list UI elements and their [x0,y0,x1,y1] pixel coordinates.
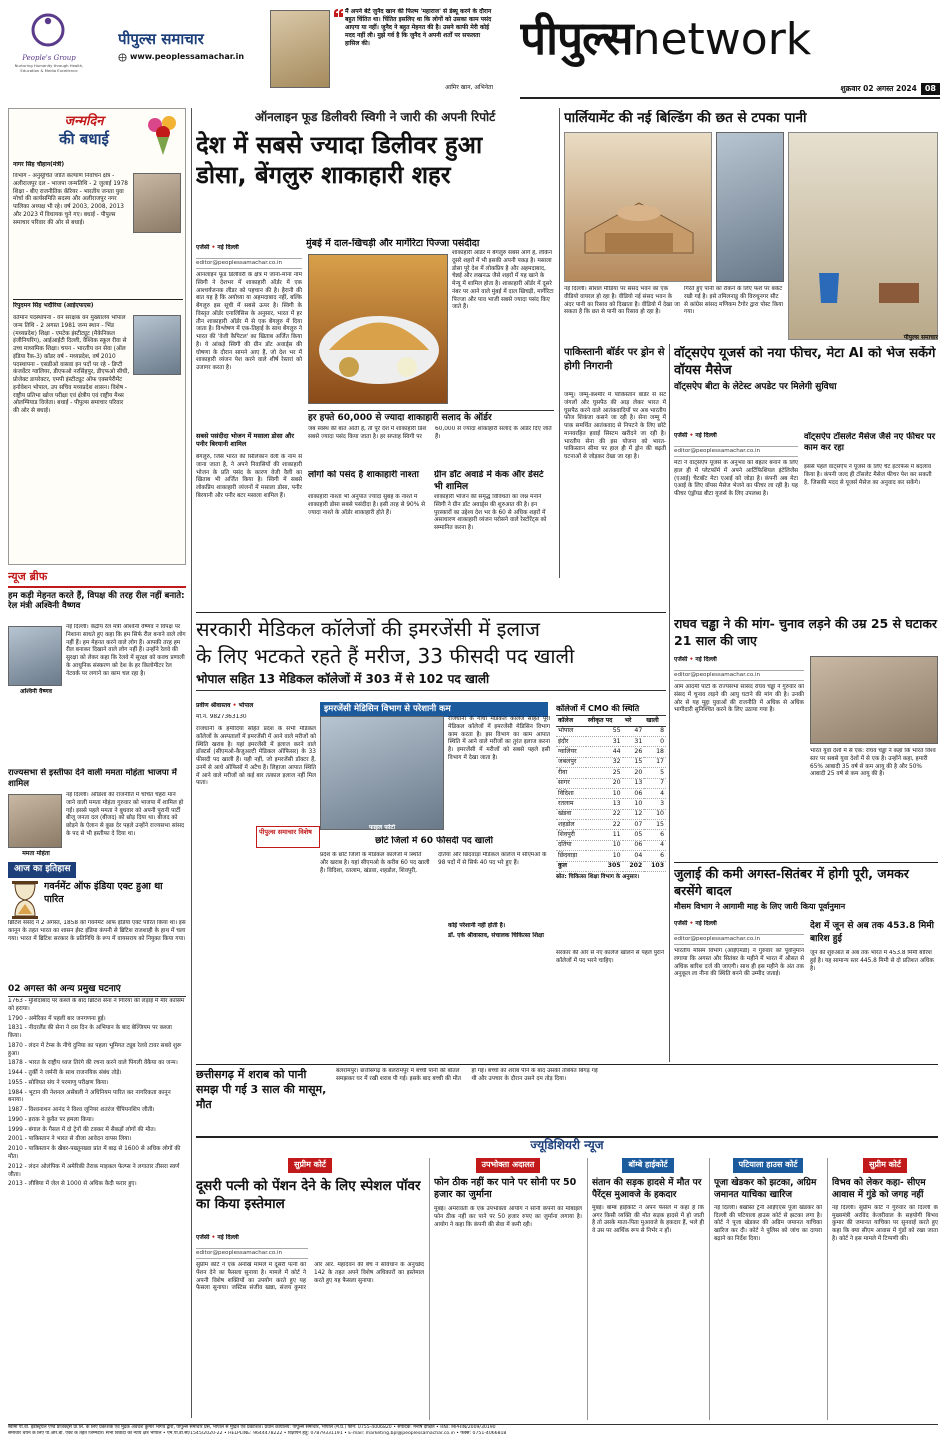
news-brief-label: न्यूज ब्रीफ [8,570,186,588]
emergency-inner-headline: इमरजेंसी मेडिसिन विभाग से परेशानी कम [320,702,548,717]
history-text: ब्रिटिश संसद ने 2 अगस्त, 1858 को गवर्नमेंट ऑफ इंडिया एक्ट पारित किया था। इस कानून के तहत भारत का शासन ईस्ट इंडिया कंपनी से ब्रिटिश राजशाही के हाथ में चला गया। भारत में ब्रिटिश सरकार के प्रतिनिधि के रूप में वायसराय को नियुक्त किया गया। [8,920,186,942]
cmo-table-cell: रतलाम [556,799,586,809]
nashta-headline: लोगों को पसंद है शाकाहारी नाश्ता [308,470,419,480]
sc-label: सुप्रीम कोर्ट [288,1158,332,1173]
paper-name: पीपुल्स समाचार [118,30,204,48]
consumer-text: मुंबई। अमरावती के एक उपभोक्ता आयोग ने सोनी कंपनी को मोबाइल फोन ठीक नहीं कर पाने पर 50 हजार रुपए का जुर्माना लगाया है। आयोग ने कहा कि कंपनी की सेवा में कमी रही। [434,1206,582,1228]
bucket-icon [789,133,938,340]
news-brief [8,570,186,768]
liquor-text: बलरामपुर। छत्तीसगढ़ के बलरामपुर में बच्ची पानी की बोतल समझकर घर में रखी शराब पी गई। इसके बाद बच्ची की मौत हो गई। बच्चों को शराब पीने के बाद उसकी तबियत बिगड़ गई थी और उपचार के दौरान उसने दम तोड़ दिया। [336,1068,598,1082]
dosa-place: नई दिल्ली [217,244,239,251]
bombay-hc-story [592,1158,704,1420]
sc-pension-story [196,1158,424,1420]
birthday-person2-name: रिपुदमन सिंह भदौरिया (आईएफएस) [13,302,94,309]
raghav-place: नई दिल्ली [695,656,717,663]
raghav-email[interactable]: editor@peoplessamachar.co.in [674,670,804,681]
patiala-headline: पूजा खेडकर को झटका, अग्रिम जमानत याचिका खारिज [714,1177,817,1200]
rain-box: जून की शुरुआत से अब तक भारत में 453.8 मिमी बारिश हुई है। यह सामान्य स्तर 445.8 मिमी से दो प्रतिशत अधिक है। [810,950,934,972]
whatsapp-box-headline: वॉट्सऐप टॉसलेट मैसेज जैसे नए फीचर पर काम कर रहा [804,432,936,454]
cmo-col-vacant: खाली [644,716,666,727]
cmo-table-cell: 05 [623,830,645,840]
cmo-col-college: कॉलेज [556,716,586,727]
rain-byline: एजेंसी • नई दिल्ली [674,920,717,927]
dosa-photo [308,254,448,404]
birthday-person1-text: विभाग - अनुसूचित जाति कल्याण निर्वाचन क्षेत्र - अलीराजपुर दल - भाजपा जन्मतिथि - 2 जुलाई 1978 शिक्षा - बीए राजनीतिक कॅरियर - भारतीय जनता युवा मोर्चा की कार्यसमिति सदस्य और अलीराजपुर नगर पालिका अध्यक्ष भी रहे। वर्ष 2003, 2008, 2013 और 2023 में विधायक चुने गए। बधाई - पीपुल्स समाचार परिवार की ओर से बधाई। [13,173,128,226]
event-item: 2010 - पाकिस्तान के खैबर-पख्तूनख्वा प्रांत में बाढ़ से 1600 से अधिक लोगों की मौत। [8,1146,181,1161]
rain-email[interactable]: editor@peoplessamachar.co.in [674,934,804,945]
network-hi: पीपुल्स [520,11,633,65]
cmo-table-cell: दतिया [556,840,586,850]
history-box [8,862,186,1332]
whatsapp-box: इससे पहले वॉट्सऐप ने यूजर्स के लिए चैट इंटरफेस में बदलाव किया है। कंपनी जल्द ही टॉसलेट मैसेज फीचर पेश कर सकती है, जिसकी मदद से यूजर्स मैसेज का अनुवाद कर सकेंगे। [804,464,932,486]
cmo-table-cell: 31 [586,737,623,747]
cmo-table-cell: 10 [586,788,623,798]
brief1-text: नई दिल्ली। केंद्रीय रेल मंत्री अश्विनी वैष्णव ने विपक्ष पर निशाना साधते हुए कहा कि हम सिर्फ रील बनाने वाले लोग नहीं हैं। हम मेहनत करने वाले लोग हैं। आपकी तरह हम रील बनाकर दिखाने वाले लोग नहीं हैं। उन्होंने रेलवे की सुरक्षा को लेकर कहा कि रेलवे में सुरक्षा को कवच प्रणाली के आधुनिक संस्करण को देश के हर किलोमीटर रेल नेटवर्क पर लगाने का काम चल रहा है। [66,624,186,677]
dosa-email[interactable]: editor@peoplessamachar.co.in [196,258,302,269]
cmo-table-cell: ग्वालियर [556,747,586,757]
rain-story [674,866,938,1062]
cmo-table-cell: 13 [586,799,623,809]
emergency-ward-photo [320,716,444,830]
cmo-table-cell: खंडवा [556,809,586,819]
birthday-title [29,113,139,159]
birthday-person1-name: नागर सिंह चौहान(मंत्री) [13,161,65,168]
event-item: 1955 - सोवियत संघ ने परमाणु परीक्षण किया। [8,1079,109,1086]
judiciary-label: ज्यूडिशियरी न्यूज [530,1138,604,1152]
cmo-table-cell: 7 [644,778,666,788]
events-list [8,998,186,1330]
brief2-text: नई दिल्ली। ओडिशा की राजनीति में चर्चित चेहरा माने जाने वाली ममता मोहंता गुरुवार को भाजपा में शामिल हो गईं। इससे पहले ममता ने बुधवार को अपनी पुरानी पार्टी बीजू जनता दल (बीजद) को छोड़ दिया था। बीजद को छोड़ने के ऐलान से कुछ देर पहले उन्होंने राज्यसभा सांसद के पद से भी इस्तीफा दे दिया था। [66,792,185,837]
patiala-story [714,1158,822,1420]
footer-line-1: स्वामी पी.वी. इंडस्ट्रियल एण्ड प्रोजेक्ट्स प्रा.लि. के लिए प्रकाशक एवं मुद्रक अवधेश कुमार भार्गव द्वारा, पीपुल्स समाचार प्रेस, भोपाल से मुद्रित एवं प्रकाशित। प्रधान कार्यालय: पीपुल्स समाचार, भोपाल (म.प्र.) फोन: 0755-4006820 • संपादक: मनीष दीक्षित • RNI: MPHIN/2009/30190 [8,1425,496,1430]
mamata-mohanta-photo [8,794,62,848]
raghav-headline: राघव चड्ढा ने की मांग- चुनाव लड़ने की उम्र 25 से घटाकर 21 साल की जाए [674,616,938,648]
rain-text: भारतीय मौसम विभाग (आईएमडी) ने गुरुवार को पूर्वानुमान लगाया कि अगस्त और सितंबर के महीने में भारत में औसत से अधिक बारिश दर्ज की जाएगी। साथ ही इस महीने के अंत तक अनुकूल ला नीना की स्थिति बनने की उम्मीद जताई। [674,948,804,978]
cmo-table-row [556,840,666,850]
parliament-building-icon [565,133,712,282]
rain-headline: जुलाई की कमी अगस्त-सितंबर में होगी पूरी, जमकर बरसेंगे बादल [674,866,909,898]
quote-box [333,8,493,94]
medical-story [196,616,666,1062]
quote-text: मैं अपने बेटे जुनैद खान की फिल्म 'महाराज' से डेब्यू करने के दौरान बहुत चिंतित था। चिंतित इसलिए था कि लोगों को उसका काम पसंद आएगा या नहीं। जुनैद ने बहुत मेहनत की है। उसने काफी मेरी कोई मदद नहीं ली। मुझे गर्व है कि जुनैद ने अपनी शर्तों पर सफलता हासिल की। [345,8,492,47]
cmo-table-cell: 31 [623,737,645,747]
sc-vibhav-story [832,1158,938,1420]
cmo-table-cell: शहडोल [556,820,586,830]
cmo-table-cell: 22 [586,820,623,830]
brief2-caption: ममता मोहंता [22,850,50,857]
ripudaman-singh-photo [133,315,181,375]
cmo-table-cell: छिंदवाड़ा [556,851,586,861]
dosa-col1b-head: सबसे पसंदीदा भोजन में मसाला डोसा और पनीर बिरयानी शामिल [196,432,294,449]
dosa-story [196,110,554,580]
bombay-text: मुंबई। बॉम्बे हाईकोर्ट ने अपने फैसले में कहा है कि अगर किसी व्यक्ति की मौत सड़क हादसे में हो जाती है तो उसके माता-पिता मुआवजे के हकदार हैं, भले ही वे उस पर आर्थिक रूप से निर्भर न हों। [592,1204,704,1235]
cmo-table-cell: शिवपुरी [556,830,586,840]
raghav-caption: भारत युवा देशों में से एक: राघव चड्ढा ने कहा कि भारत विश्व स्तर पर सबसे युवा देशों में से एक है। उन्होंने कहा, हमारी 65% आबादी 35 वर्ष से कम आयु की है और 50% आबादी 25 वर्ष से कम आयु की है। [810,748,936,778]
website[interactable]: www.peoplessamachar.in [130,51,245,61]
parliament-caption-2: गिरते हुए पानी को रोकने के लिए फर्श पर बकेट रखी गई है। इसे तमिलनाडु की विरुधुनगर सीट से कांग्रेस सांसद मणिकम टैगोर द्वारा पोस्ट किया गया। [684,286,784,316]
group-name: People's Group [22,54,76,62]
dosa-box2: जब स्वस्थ की बात आती है, तो पूरे देश में शाकाहारी डिश सबसे ज्यादा पसंद किया जाता है। हर सप्ताह स्विगी पर 60,000 से ज्यादा शाकाहारी सलाद के ऑर्डर दिए जाते हैं। [308,426,552,440]
dosa-headline-2: डोसा, बेंगलुरु शाकाहारी शहर [196,160,451,189]
parliament-credit: पीपुल्स समाचार [903,334,938,341]
rain-subhead: मौसम विभाग ने आगामी माह के लिए जारी किया पूर्वानुमान [674,901,846,911]
cmo-table-cell: 06 [623,840,645,850]
group-tagline: Nurturing Humanity through Health, Education & Media Excellence [14,63,84,73]
cmo-table-cell: रीवा [556,768,586,778]
water-leak-photo-1 [716,132,784,282]
dosa-col1b: बेंगलुरु, जिसे भारत की सिलिकॉन वैली के नाम से जाना जाता है, ने अपने निवासियों की शाकाहारी भोजन के प्रति पसंद के कारण वेजी वैली का खिताब भी अर्जित किया है। स्विगी में सबसे लोकप्रिय शाकाहारी व्यंजनों में मसाला डोसा, पनीर बिरयानी और पनीर बटर मसाला शामिल हैं। [196,454,302,499]
event-item: 1999 - बंगाल के गैसल में दो ट्रेनों की टक्कर में सैकड़ों लोगों की मौत। [8,1126,156,1133]
cmo-table-cell: इंदौर [556,737,586,747]
consumer-story [434,1158,582,1420]
whatsapp-email[interactable]: editor@peoplessamachar.co.in [674,446,798,457]
cmo-col-filled: भरे [623,716,645,727]
special-tag [256,826,320,848]
whatsapp-byline: एजेंसी • नई दिल्ली [674,432,717,439]
cmo-table-cell: 15 [644,820,666,830]
quote-icon [333,8,343,18]
cmo-table-cell: 22 [586,809,623,819]
sc-byline: एजेंसी • नई दिल्ली [196,1234,239,1241]
sc2-text: नई दिल्ली। सुप्रीम कोर्ट ने गुरुवार को दिल्ली के मुख्यमंत्री अरविंद केजरीवाल के सहयोगी बिभव कुमार की जमानत याचिका पर सुनवाई करते हुए कहा कि क्या सीएम आवास में गुंडों को रखा जाता है। कोर्ट ने इस मामले में टिप्पणी की। [832,1204,938,1242]
cmo-table-row [556,861,666,871]
sc-headline: दूसरी पत्नी को पेंशन देने के लिए स्पेशल पॉवर का किया इस्तेमाल [196,1177,421,1212]
dosa-box-headline: हर हफ्ते 60,000 से ज्यादा शाकाहारी सलाद के ऑर्डर [308,410,554,425]
cmo-col-sanctioned: स्वीकृत पद [586,716,623,727]
whatsapp-story [674,346,938,612]
paper-name-block [118,30,268,80]
cmo-table-cell: भोपाल [556,726,586,736]
bombay-headline: संतान की सड़क हादसे में मौत पर पैरेंट्स मुआवजे के हकदार [592,1177,702,1200]
nashta-text: शाकाहारी नाश्ता भी अनुपात ज्यादा सुबह के नाश्ते में शाकाहारी डोसा सबसे पसंदीदा है। इसी तरह से 90% से ज्यादा नाश्ते के ऑर्डर शाकाहारी होते हैं। [308,494,425,516]
judiciary-band [196,1136,938,1154]
cmo-table-cell: 20 [586,778,623,788]
medical-headline-1: सरकारी मेडिकल कॉलेजों की इमरजेंसी में इलाज [196,617,541,641]
cmo-table-cell: 4 [644,788,666,798]
water-leak-photo-2 [788,132,938,340]
aamir-khan-photo [270,10,330,88]
medical-place: भोपाल [238,702,254,709]
cmo-table-cell: 202 [623,861,645,871]
events-headline: 02 अगस्त की अन्य प्रमुख घटनाएं [8,984,186,997]
cmo-table-cell: 17 [644,757,666,767]
news-brief-2 [8,768,186,858]
hourglass-icon [10,880,40,920]
dosa-box1: शाकाहारी ऑर्डर में बेंगलुरु सबसे आगे है, लेकिन दूसरे शहरों में भी इसकी अपनी पकड़ है। मसाला डोसा पूरे देश में लोकप्रिय है और अहमदाबाद, चेन्नई और लखनऊ जैसे शहरों में यह खाने के मेन्यू में शामिल होता है। शाकाहारी ऑर्डर में दूसरे नंबर पर आने वाले मुंबई में दाल खिचड़ी, मार्गेरिटा पिज्जा और पाव भाजी सबसे ज्यादा पसंद किए जाते हैं। [452,250,554,311]
cmo-table-cell: 6 [644,851,666,861]
cmo-table-row [556,788,666,798]
cmo-table-row [556,747,666,757]
dosa-subhead: मुंबई में दाल-खिचड़ी और मार्गेरिटा पिज्जा पसंदीदा [306,238,480,249]
green-dot-headline: ग्रीन डॉट अवार्ड में केक और डेसर्ट भी शामिल [434,470,544,492]
cmo-table-cell: 20 [623,768,645,778]
medical-col1: राजधानी के हमीदिया सहित प्रदेश के सभी मेडिकल कॉलेजों के अस्पतालों में इमरजेंसी में आने वाले मरीजों को स्थिति खराब है। यहां इमरजेंसी में इलाज करने वाले डॉक्टर्स (सीएमओ-कैजुअल्टी मेडिकल ऑफिसर) के 33 फीसदी पद खाली हैं। यही नहीं, जो इमरजेंसी डॉक्टर हैं, उनमें से आधे ऑफिसों में अटैच हैं। लिहाजा आपात स्थिति में आने वाले मरीजों को कई बार तत्काल इलाज नहीं मिल पाता। [196,726,316,787]
pak-border-headline: पाकिस्तानी बॉर्डर पर ड्रोन से होगी निगरानी [564,347,665,372]
history-headline: गवर्नमेंट ऑफ इंडिया एक्ट हुआ था पारित [44,881,163,906]
patiala-text: नई दिल्ली। बर्खास्त ट्रेनी आईएएस पूजा खेडकर को दिल्ली की पटियाला हाउस कोर्ट से झटका लगा है। कोर्ट ने पूजा खेडकर की अग्रिम जमानत याचिका खारिज कर दी। कोर्ट ने पुलिस को जांच का दायरा बढ़ाने का निर्देश दिया। [714,1204,822,1242]
raghav-story [674,616,938,860]
liquor-headline: छत्तीसगढ़ में शराब को पानी समझ पी गई 3 साल की मासूम, मौत [196,1068,327,1111]
cmo-table-cell: 0 [644,737,666,747]
cmo-table-source: स्रोत: चिकित्सा शिक्षा विभाग के अनुसार। [556,873,640,880]
parliament-caption-1: नई दिल्ली। सोशल मीडिया पर संसद भवन का एक वीडियो वायरल हो रहा है। वीडियो नई संसद भवन के अंदर पानी का रिसाव को दिखाता है। वीडियो में देखा जा सकता है कि छत से पानी का रिसाव हो रहा है। [564,286,680,316]
cmo-table-cell: 3 [644,799,666,809]
patiala-label: पटियाला हाउस कोर्ट [733,1158,804,1173]
small-district-text: प्रदेश के छोटे जिलों के मेडिकल कॉलेजों में स्थिति और खराब है। यहां सीएमओ के करीब 60 पद खाली हैं। विदिशा, रतलाम, खंडवा, शहडोल, शिवपुरी, दतिया और छिंदवाड़ा मेडिकल कॉलेज में सीएमओ के 98 पदों में से सिर्फ 40 पद भरे हुए हैं। [320,852,547,874]
rain-place: नई दिल्ली [695,920,717,927]
cmo-table [556,716,666,872]
cmo-table-cell: 5 [644,768,666,778]
brief1-headline: हम कड़ी मेहनत करते हैं, विपक्ष की तरह रील नहीं बनाते: रेल मंत्री अश्विनी वैष्णव [8,590,185,612]
cmo-table-cell: 04 [623,851,645,861]
whatsapp-headline: वॉट्सऐप यूजर्स को नया फीचर, मेटा AI को भेज सकेंगे वॉयस मैसेज [674,346,936,378]
cmo-table-row [556,778,666,788]
cmo-table-cell: 12 [623,809,645,819]
cmo-table-cell: विदिशा [556,788,586,798]
cmo-table-title: कॉलेजों में CMO की स्थिति [556,704,666,716]
dosa-plate-icon [309,255,448,404]
history-label: आज का इतिहास [8,862,76,878]
cmo-table-cell: 10 [644,809,666,819]
cmo-table-cell: 44 [586,747,623,757]
dosa-col1: ऑनलाइन फूड डिलीवरी के क्षेत्र में जाना-माना नाम स्विगी ने देशभर में शाकाहारी ऑर्डर में एक आश्चर्यजनक लीडर को पहचान की है। हैरानी की बात यह है कि अयोध्या या अहमदाबाद नहीं, बल्कि बेंगलुरु इस सूची में सबसे ऊपर है। स्विगी के विस्तृत ऑर्डर एनालिसिस के अनुसार, भारत में हर तीन शाकाहारी ऑर्डर में से एक बेंगलुरु में दिया जाता है। विश्लेषण में एक-तिहाई के साथ बेंगलुरु ने भारत की 'वेजी कैपिटल' का खिताब अर्जित किया है। ये आंकड़े स्विगी की ग्रीन डॉट अवार्ड्स की घोषणा के दौरान सामने आए हैं, जो देश भर में शाकाहारी व्यंजन पेश करने वाले शीर्ष रेस्तरां को उजागर करता है। [196,272,302,372]
birthday-title-line1: जन्मदिन [64,114,104,129]
medical-reporter: प्रवीण श्रीवास्तव [196,702,231,709]
network-en: network [632,14,812,65]
cmo-table-row [556,799,666,809]
cmo-table-cell: 4 [644,840,666,850]
special-tag-text: पीपुल्स समाचार विशेष [259,828,312,836]
cmo-table-cell: 8 [644,726,666,736]
cmo-table-cell: जबलपुर [556,757,586,767]
green-dot-text: शाकाहारी भोजन की समृद्ध विविधता का जश्न मनाने स्विगी ने ग्रीन डॉट अवार्ड्स की शुरुआत की है। इन पुरस्कारों का उद्देश्य देश भर के 60 से अधिक शहरों में असाधारण शाकाहारी व्यंजन परोसने वाले रेस्टोरेंट्स को सम्मानित करना है। [434,494,547,532]
cmo-table-cell: 10 [623,799,645,809]
cmo-table-cell: 55 [586,726,623,736]
cmo-table-row [556,768,666,778]
dosa-byline: एजेंसी • नई दिल्ली [196,244,239,251]
birthday-title-line2: की बधाई [59,130,109,149]
event-item: 1944 - तुर्की ने जर्मनी के साथ राजनयिक संबंध तोड़े। [8,1070,122,1077]
medical-byline: प्रवीण श्रीवास्तव • भोपाल [196,702,254,709]
ashwini-vaishnaw-photo [8,626,62,686]
whatsapp-subhead: वॉट्सऐप बीटा के लेटेस्ट अपडेट पर मिलेगी सुविधा [674,381,837,392]
cmo-table-cell: 10 [586,840,623,850]
quote-author: आमिर खान, अभिनेता [445,84,493,91]
dosa-headline-1: देश में सबसे ज्यादा डिलीवर हुआ [196,130,483,159]
whatsapp-place: नई दिल्ली [695,432,717,439]
file-photo-caption: फाइल फोटो [368,824,396,831]
liquor-story [196,1068,938,1136]
sc-email[interactable]: editor@peoplessamachar.co.in [196,1248,308,1259]
cmo-table-cell: 103 [644,861,666,871]
footer-line-2: समाचार चयन के लिए पी.आर.बी. एक्ट के तहत जिम्मेदार। सभी विवादों का न्याय क्षेत्र भोपाल • एम.पी.डी.सी/1545/2020-22 • HELPLINE: 9644478222 • विज्ञापन हेतु: 07879331191 • E-mail: marketing.bpl@peoplessamachar.co.in • फैक्स: 0751-4066818 [8,1431,507,1437]
cmo-table-cell: सागर [556,778,586,788]
cmo-table-cell: 26 [623,747,645,757]
cmo-table-cell: 305 [586,861,623,871]
cmo-table-cell: 15 [623,757,645,767]
cmo-table-row [556,809,666,819]
globe-icon [118,53,127,62]
cmo-table-cell: कुल [556,861,586,871]
event-item: 1987 - विश्वनाथन आनंद ने विश्व जूनियर शतरंज चैंपियनशिप जीती। [8,1107,155,1114]
event-item: 1763 - मुर्शिदाबाद पर कब्जे के बाद ब्रिटिश सेना ने गिरिया की लड़ाई में मीर कासिम को हराया। [8,998,185,1012]
cmo-table-box [556,704,666,948]
issue-date: शुक्रवार 02 अगस्त 2024 [840,84,917,94]
pak-border-story [564,346,666,610]
cmo-table-cell: 06 [623,788,645,798]
medical-subhead: भोपाल सहित 13 मेडिकल कॉलेजों में 303 में से 102 पद खाली [196,672,666,691]
cmo-table-cell: 13 [623,778,645,788]
peoples-group-logo [14,10,84,94]
medical-quote: सरकार की ओर से नए कॉलेज खोलने से पहले पुराने कॉलेजों में पद भरने चाहिए। [556,950,664,964]
sc-agency: एजेंसी [196,1234,210,1241]
medical-col2: राजधानी के गांधी मेडिकल कॉलेज सहित पूरा मेडिकल कॉलेजों में इमरजेंसी मेडिसिन विभाग काम करता है। इस विभाग का काम आपात स्थिति में आने वाले मरीजों का तुरंत इलाज करना है। इमरजेंसी में मरीजों को सबसे पहले इसी विभाग में देखा जाता है। [448,716,550,761]
cmo-table-cell: 47 [623,726,645,736]
event-item: 1870 - लंदन में टेम्स के नीचे दुनिया का पहला भूमिगत ट्यूब रेलवे टावर सबवे शुरू हुआ। [8,1042,182,1057]
parliament-headline: पार्लियामेंट की नई बिल्डिंग की छत से टपका पानी [564,110,807,126]
event-item: 1984 - भूटान की नेशनल असेंबली ने अधिनियम पारित कर नागरिकता कानून बनाया। [8,1089,171,1104]
parliament-building-photo [564,132,712,282]
cmo-table-cell: 25 [586,768,623,778]
whatsapp-text: मेटा ने वॉट्सऐप यूजर्स के अनुभव को बेहतर बनाने के लिए हाल ही में प्लेटफॉर्म में अपने आर्टिफिशियल इंटेलिजेंस (एआई) चैटबॉट मेटा एआई को जोड़ा है। कंपनी अब मेटा एआई के लिए वॉयस मैसेज भेजने का फीचर ला रही है। यह फीचर एंड्रॉयड बीटा यूजर्स के लिए उपलब्ध है। [674,460,798,498]
nagar-singh-chouhan-photo [133,173,181,233]
brief2-headline: राज्यसभा से इस्तीफा देने वाली ममता मोहंता भाजपा में शामिल [8,768,177,789]
cmo-table-row [556,757,666,767]
event-item: 2012 - लंदन ओलंपिक में अमेरिकी तैराक माइकल फेल्प्स ने लगातार तीसरा स्वर्ण जीता। [8,1163,180,1178]
cmo-table-row [556,851,666,861]
cmo-table-row [556,830,666,840]
dosa-agency: एजेंसी [196,244,210,251]
rain-box-headline: देश में जून से अब तक 453.8 मिमी बारिश हुई [810,921,934,944]
raghav-byline: एजेंसी • नई दिल्ली [674,656,717,663]
raghav-text: आम आदमी पार्टी के राज्यसभा सांसद राघव चड्ढा ने गुरुवार को संसद में चुनाव लड़ने की आयु घटाने की मांग की है। उनकी ओर से यह मुद्दा युवाओं की राजनीति में अधिक से अधिक भागीदारी सुनिश्चित करने के लिए उठाया गया है। [674,684,804,714]
date-line [800,82,940,96]
event-item: 2001 - पाकिस्तान ने भारत से वीजा आवेदन वापस लिया। [8,1136,132,1143]
peoples-group-emblem-icon [28,10,68,50]
consumer-headline: फोन ठीक नहीं कर पाने पर सोनी पर 50 हजार का जुर्माना [434,1176,577,1201]
cmo-table-row [556,737,666,747]
event-item: 1831 - नीदरलैंड की सेना ने दस दिन के अभियान के बाद बेल्जियम पर कब्जा किया। [8,1025,172,1040]
flower-bouquet-icon [143,113,183,157]
cmo-table-cell: 07 [623,820,645,830]
rain-agency: एजेंसी [674,920,688,927]
brief1-caption: अश्विनी वैष्णव [20,688,52,695]
parliament-story [564,110,938,342]
raghav-chadha-photo [810,656,938,744]
sc2-headline: विभव को लेकर कहा- सीएम आवास में गुंडे को जगह नहीं [832,1177,926,1200]
footer [8,1424,938,1444]
sc-text: सुप्रीम कोर्ट ने एक अनोखे मामले में दूसरी पत्नी को पेंशन देने का फैसला सुनाया है। मामले में कोर्ट ने अपनी विशेष शक्तियों का उपयोग करते हुए यह फैसला सुनाया। जस्टिस संजीव खन्ना, संजय कुमार और आर. महादेवन की बेंच ने संविधान के अनुच्छेद 142 के तहत अपने विशेष अधिकारों का इस्तेमाल करते हुए यह फैसला सुनाया। [196,1262,424,1292]
raghav-agency: एजेंसी [674,656,688,663]
dosa-kicker: ऑनलाइन फूड डिलीवरी स्विगी ने जारी की अपनी रिपोर्ट [254,110,496,124]
sc-place: नई दिल्ली [217,1234,239,1241]
birthday-box [8,108,186,565]
event-item: 1990 - इराक ने कुवैत पर हमला किया। [8,1116,94,1123]
medical-headline-2: के लिए भटकते रहते हैं मरीज, 33 फीसदी पद खाली [196,644,575,668]
cmo-table-row [556,820,666,830]
medical-quote-by: डॉ. एके श्रीवास्तव, संचालक चिकित्सा शिक्षा [448,932,544,939]
birthday-person2-text: वर्तमान पदस्थापना - वन संरक्षक वन मुख्यालय भोपाल जन्म तिथि - 2 अगस्त 1981 जन्म स्थान - भिंड (मध्यप्रदेश) शिक्षा - एमटेक इंस्टीट्यूट (मैकेनिकल इंजीनियरिंग), आईआईटी दिल्ली, वैश्विक स्कूल रीवा से उच्च माध्यमिक शिक्षा। चयन - भारतीय वन सेवा (ऑल इंडिया रैंक-3) कॉडर वर्ष - मध्यप्रदेश, वर्ष 2010 पदस्थापना - एसडीओ वासवा इन पदों पर रहे - डिप्टी कंजर्वेटर ग्वालियर, डीएफओ नरसिंहपुर, डीएफओ सीधी, प्रोजेक्ट डायरेक्टर, एमपी इंस्टीट्यूट ऑफ एक्सपेरीमेंट इनोवेशन भोपाल, उप सचिव मध्यप्रदेश शासन। विशेष - राष्ट्रीय प्रतिभा खोज परीक्षा एवं क्षेत्रीय एवं राष्ट्रीय मैथ्स ओलम्पियाड विजेता। बधाई - पीपुल्स समाचार परिवार की ओर से बधाई। [13,315,130,415]
network-logo [520,8,940,78]
cmo-table-cell: 10 [586,851,623,861]
medical-quote-2: कोई परेशानी नहीं होती है। [448,922,506,929]
cmo-table-cell: 32 [586,757,623,767]
cmo-table-row [556,726,666,736]
event-item: 1878 - भारत के राष्ट्रीय ध्वज तिरंगे की रचना करने वाले पिंगली वेंकैया का जन्म। [8,1060,178,1067]
pak-border-text: जम्मू। जम्मू-कश्मीर में पाकिस्तान बॉर्डर से सटे जंगलों और घुसपैठ की आड़ लेकर भारत में घुसपैठ करने वाले आतंकवादियों पर अब भारतीय फौज शिकंजा कसने जा रही है। सेना जम्मू में पाक समर्थित आतंकवाद से निपटने के लिए छोटे मानवरहित हवाई सिस्टम खरीदने जा रही है। भारतीय सेना की इस योजना को भारत-पाकिस्तान सीमा पर हाल ही में ड्रोन की बढ़ती घटनाओं से जोड़कर देखा जा रहा है। [564,392,666,461]
cmo-table-cell: 11 [586,830,623,840]
sc2-label: सुप्रीम कोर्ट [863,1158,907,1173]
small-district-headline: छोटे जिलों में 60 फीसदी पद खाली [375,836,493,846]
cmo-table-cell: 18 [644,747,666,757]
consumer-label: उपभोक्ता अदालत [476,1158,541,1173]
cmo-table-cell: 6 [644,830,666,840]
bombay-label: बॉम्बे हाईकोर्ट [622,1158,673,1173]
whatsapp-agency: एजेंसी [674,432,688,439]
masthead [0,0,945,108]
event-item: 2013 - लीबिया में जेल से 1000 से अधिक कैदी फरार हुए। [8,1181,137,1188]
event-item: 1790 - अमेरिका में पहली बार जनगणना हुई। [8,1015,106,1022]
page-number: 08 [921,83,940,96]
medical-mobile: मो.नं. 9827363130 [196,714,247,720]
